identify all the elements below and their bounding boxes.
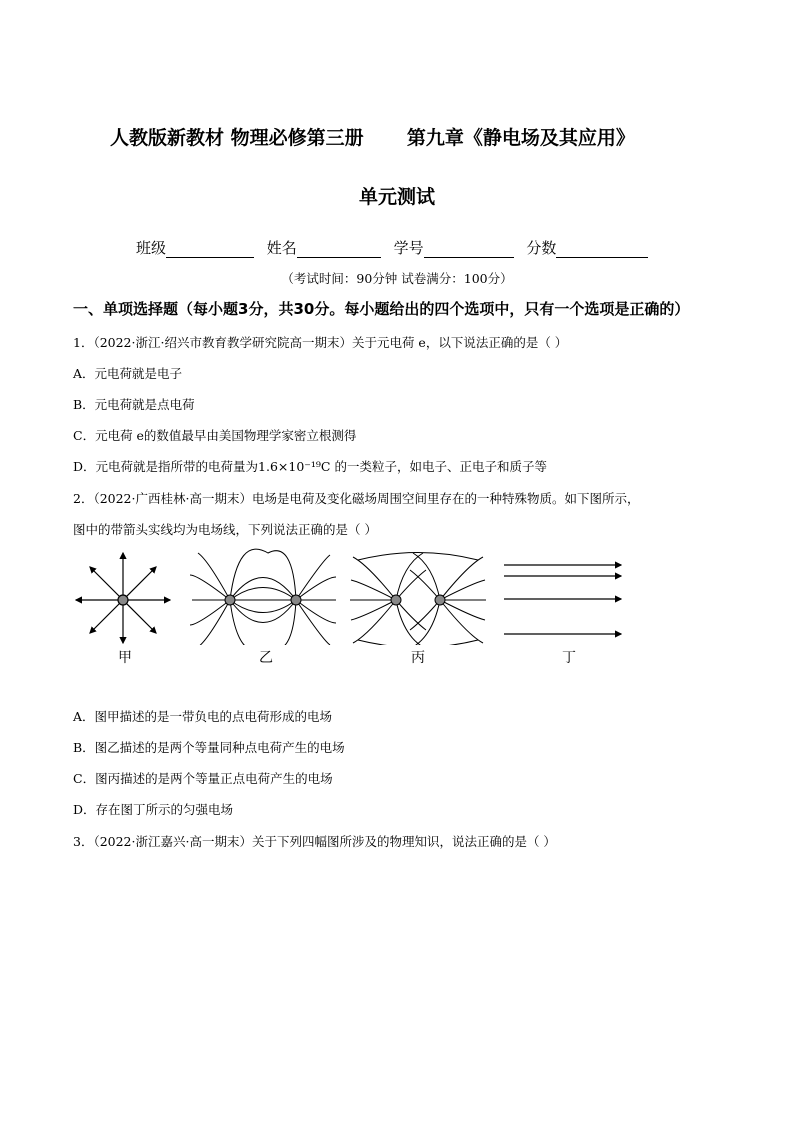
info-row — [136, 237, 656, 258]
section-heading: 一、单项选择题（每小题3分，共30分。每小题给出的四个选项中，只有一个选项是正确的） — [73, 300, 690, 318]
question-1-stem: 1．（2022·浙江·绍兴市教育教学研究院高一期末）关于元电荷 e，以下说法正确的是（ ） — [73, 335, 568, 350]
question-2-stem-line-1: 2．（2022·广西桂林·高一期末）电场是电荷及变化磁场周围空间里存在的一种特殊物质。如下图所示， — [73, 491, 640, 506]
question-2-option-c: C．图丙描述的是两个等量正点电荷产生的电场 — [73, 771, 333, 786]
number-blank[interactable] — [424, 241, 514, 258]
name-label: 姓名 — [266, 239, 297, 257]
question-1-option-d: D．元电荷就是指所带的电荷量为1.6×10⁻¹⁹C 的一类粒子，如电子、正电子和质子等 — [73, 459, 547, 474]
figure-label-bing: 丙 — [411, 650, 425, 666]
exam-note: （考试时间：90分钟 试卷满分：100分） — [281, 271, 513, 286]
electric-field-figures — [68, 545, 638, 645]
question-2-stem-line-2: 图中的带箭头实线均为电场线，下列说法正确的是（ ） — [73, 522, 377, 537]
figure-ding — [504, 565, 621, 634]
figure-bing — [350, 553, 486, 646]
title-chapter: 第九章《静电场及其应用》 — [406, 127, 635, 149]
figure-jia — [76, 553, 170, 643]
figure-label-ding: 丁 — [562, 650, 576, 666]
question-2-option-d: D．存在图丁所示的匀强电场 — [73, 802, 234, 817]
class-label: 班级 — [136, 239, 167, 257]
score-label: 分数 — [526, 239, 557, 257]
figure-yi — [190, 549, 336, 645]
figure-label-jia: 甲 — [118, 650, 132, 666]
question-2-option-a: A．图甲描述的是一带负电的点电荷形成的电场 — [73, 709, 333, 724]
class-blank[interactable] — [166, 241, 254, 258]
title-line-2: 单元测试 — [358, 186, 435, 208]
name-blank[interactable] — [297, 241, 381, 258]
question-2-option-b: B．图乙描述的是两个等量同种点电荷产生的电场 — [73, 740, 345, 755]
title-line-1 — [110, 123, 635, 150]
question-1-option-c: C．元电荷 e的数值最早由美国物理学家密立根测得 — [73, 428, 357, 443]
question-3-stem: 3．（2022·浙江嘉兴·高一期末）关于下列四幅图所涉及的物理知识，说法正确的是（ ） — [73, 834, 556, 849]
score-blank[interactable] — [556, 241, 648, 258]
question-1-option-b: B．元电荷就是点电荷 — [73, 397, 195, 412]
question-1-option-a: A．元电荷就是电子 — [73, 366, 183, 381]
figure-label-yi: 乙 — [259, 650, 273, 666]
number-label: 学号 — [393, 239, 424, 257]
title-book: 人教版新教材 物理必修第三册 — [110, 127, 364, 149]
